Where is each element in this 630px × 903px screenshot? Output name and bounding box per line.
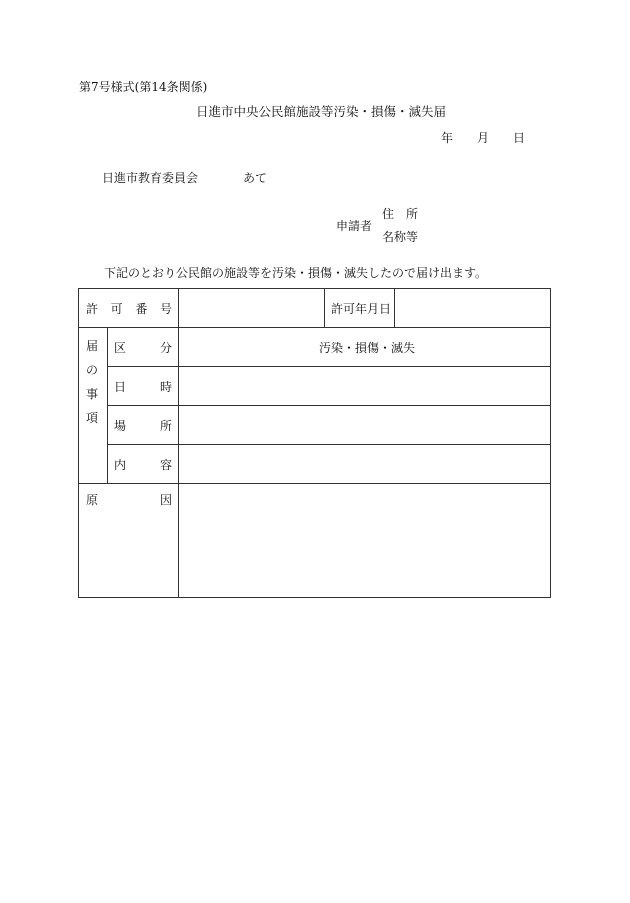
row-divider (107, 444, 550, 445)
date-month-label: 月 (477, 131, 490, 145)
location-label: 場 所 (114, 419, 172, 433)
addressee-suffix: あて (243, 171, 268, 185)
row-divider (79, 483, 550, 484)
category-value: 汚染・損傷・滅失 (319, 341, 416, 355)
category-label: 区 分 (114, 341, 172, 355)
applicant-address-label: 住 所 (382, 207, 419, 221)
row-divider (107, 405, 550, 406)
column-divider (107, 327, 108, 483)
datetime-label: 日 時 (114, 380, 172, 394)
notice-items-group-label: 届 の 事 項 (86, 339, 99, 425)
applicant-label: 申請者 (336, 219, 373, 233)
applicant-name-label: 名称等 (382, 230, 419, 244)
column-divider (178, 289, 179, 597)
column-divider (394, 289, 395, 327)
date-day-label: 日 (513, 131, 526, 145)
cause-label: 原 因 (86, 493, 172, 507)
notice-form-table (78, 288, 551, 598)
column-divider (324, 289, 325, 327)
permit-date-label: 許可年月日 (331, 302, 392, 316)
content-label: 内 容 (114, 458, 172, 472)
addressee-name: 日進市教育委員会 (102, 171, 199, 185)
date-year-label: 年 (441, 131, 454, 145)
form-number: 第7号様式(第14条関係) (79, 80, 208, 94)
intro-statement: 下記のとおり公民館の施設等を汚染・損傷・滅失したので届け出ます。 (104, 266, 488, 280)
row-divider (107, 366, 550, 367)
permit-number-label: 許 可 番 号 (86, 302, 172, 316)
row-divider (79, 327, 550, 328)
document-title: 日進市中央公民館施設等汚染・損傷・滅失届 (196, 104, 447, 119)
